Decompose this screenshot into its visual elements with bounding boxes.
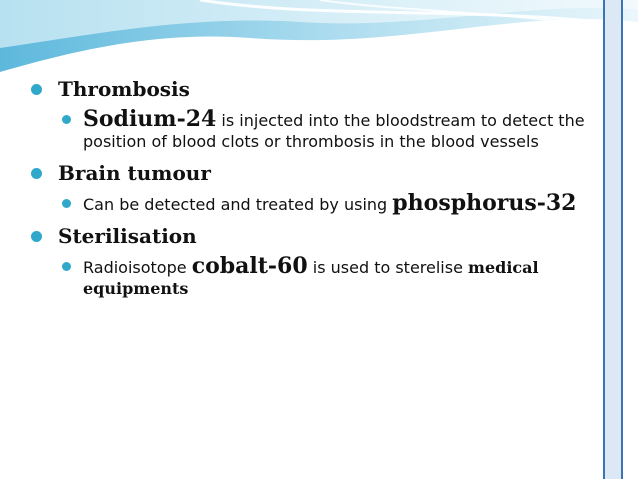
heading-sterilisation: Sterilisation	[58, 224, 197, 248]
detail-phosphorus	[58, 190, 603, 216]
detail-sodium	[58, 106, 603, 152]
text-phosphorus-detail: Can be detected and treated by using	[83, 195, 393, 214]
bullet-brain-tumour	[28, 160, 603, 186]
text-cobalt-middle: is used to sterelise	[307, 258, 469, 277]
top-wave-decoration	[0, 0, 638, 80]
highlight-cobalt-60: cobalt-60	[191, 253, 308, 279]
bullet-icon	[31, 231, 42, 242]
bullet-icon	[31, 84, 42, 95]
bullet-sterilisation	[28, 223, 603, 249]
sub-bullet-icon	[62, 199, 71, 208]
highlight-sodium-24: Sodium-24	[83, 106, 217, 132]
text-cobalt-before: Radioisotope	[83, 258, 192, 277]
slide-content	[28, 76, 603, 307]
sub-bullet-icon	[62, 262, 71, 271]
detail-cobalt	[58, 253, 603, 299]
heading-brain-tumour: Brain tumour	[58, 161, 211, 185]
sub-bullet-icon	[62, 115, 71, 124]
highlight-medical-equipments: medical equipments	[83, 258, 539, 298]
right-decorative-bar	[603, 0, 623, 479]
bullet-icon	[31, 168, 42, 179]
highlight-phosphorus-32: phosphorus-32	[392, 190, 577, 216]
bullet-thrombosis	[28, 76, 603, 102]
text-sodium-detail: is injected into the bloodstream to detect the position of blood clots or thrombosis in the blood vessels	[83, 111, 585, 151]
heading-thrombosis: Thrombosis	[58, 77, 190, 101]
